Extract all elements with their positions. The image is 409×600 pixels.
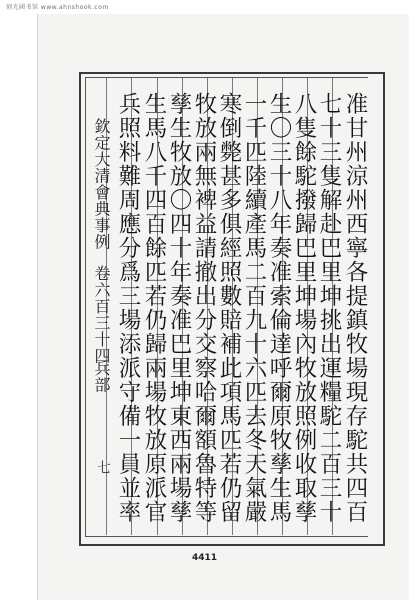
margin-dept: 兵部 bbox=[92, 360, 111, 393]
text-column: 兵照料難周應分爲三場添派守備一員並率 bbox=[115, 92, 141, 524]
watermark: 刻光國书馆 www.ahnshook.com bbox=[6, 4, 109, 11]
text-column: 准甘州涼州西寧各提鎮牧場現存駝共四百 bbox=[342, 92, 368, 524]
text-column: 生〇三十八年奏准索倫達呼爾原牧孳生馬 bbox=[266, 92, 292, 524]
text-column: 八隻餘駝撥歸巴里坤場內牧放照例收取孳 bbox=[291, 92, 317, 524]
text-column: 一千匹陸續產馬二百九十六匹去冬天氣嚴 bbox=[241, 92, 267, 524]
margin-section: 卷六百三十四 bbox=[92, 265, 111, 364]
text-column: 生馬八千四百餘匹若仍歸兩場牧放原派官 bbox=[141, 92, 167, 524]
text-column: 牧放兩無裨益請撤出分交察哈爾額魯特等 bbox=[191, 92, 217, 524]
page-number: 4411 bbox=[191, 553, 218, 563]
text-column: 七十三隻解赴巴里坤挑出運糧駝二百三十 bbox=[316, 92, 342, 524]
margin-title: 欽定大清會典事例 bbox=[92, 118, 111, 250]
text-column: 寒倒斃甚多俱經照數賠補此項馬匹若仍留 bbox=[216, 92, 242, 524]
margin-folio: 七 bbox=[95, 460, 111, 476]
text-column: 孳生牧放〇四十年奏准巴里坤東西兩場孳 bbox=[166, 92, 192, 524]
